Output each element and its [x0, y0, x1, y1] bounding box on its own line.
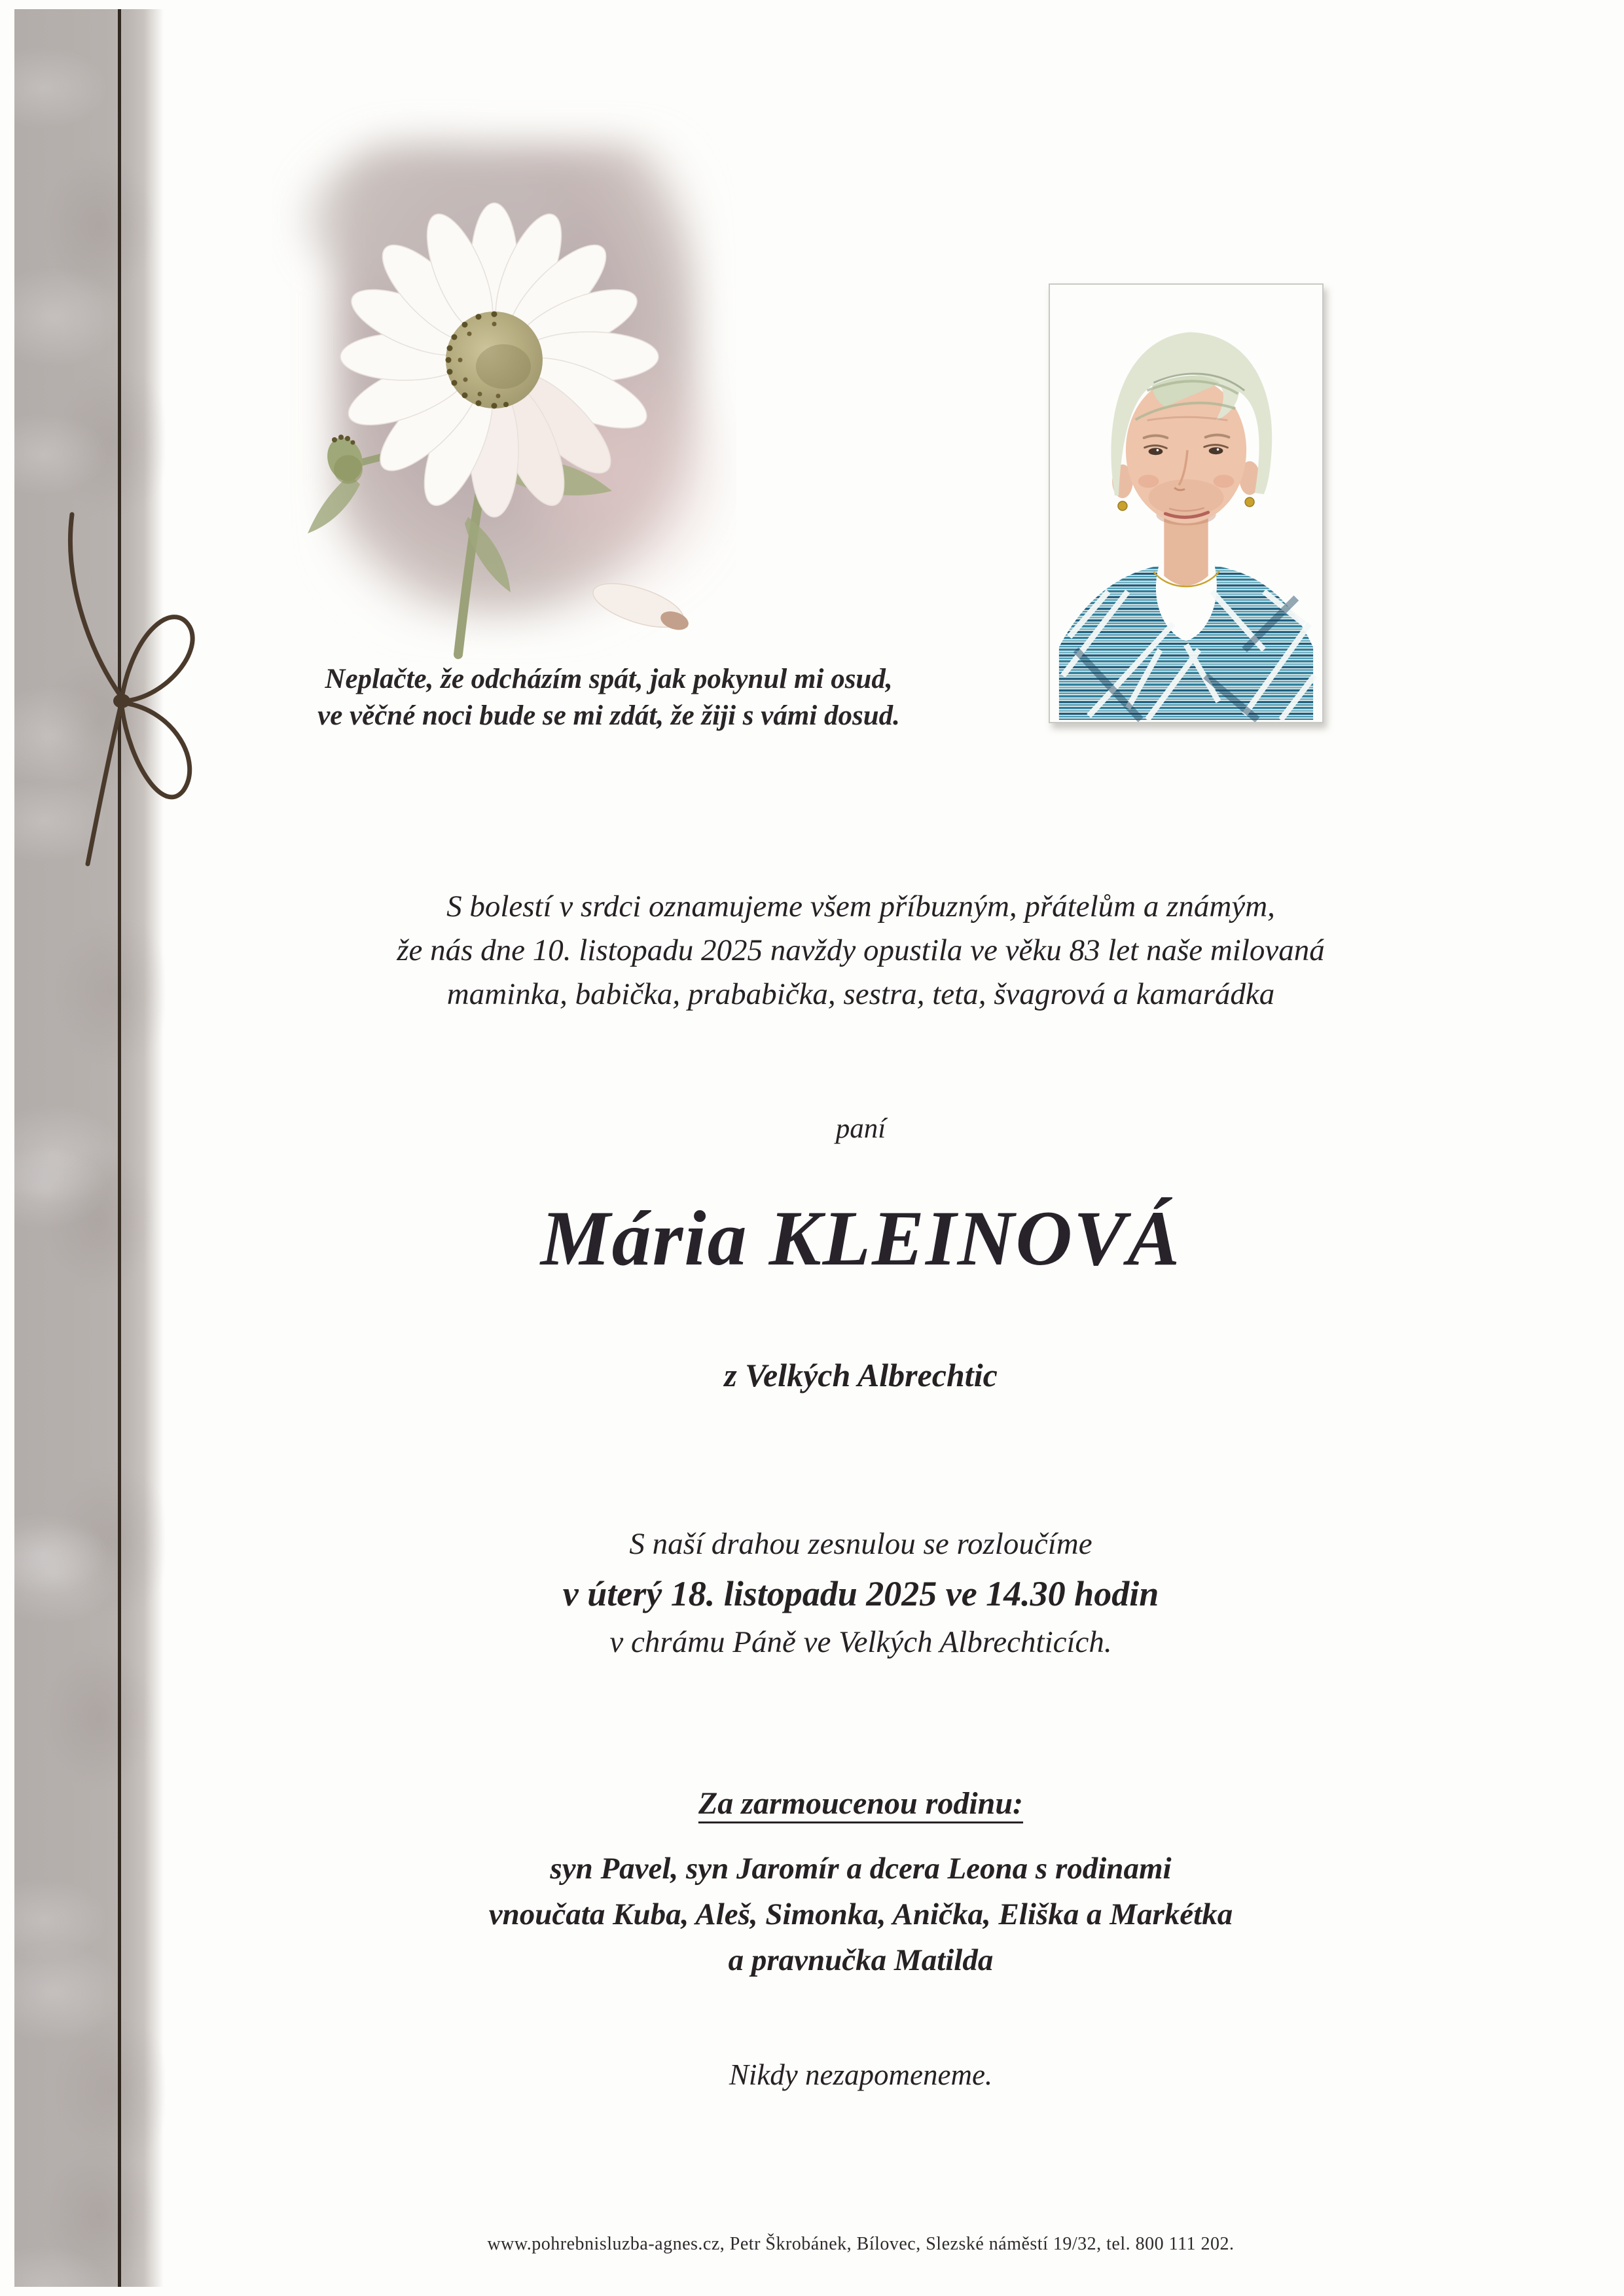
family-list: [98, 1846, 1623, 1983]
ceremony-place: v chrámu Páně ve Velkých Albrechticích.: [609, 1625, 1112, 1659]
family-section-heading: Za zarmoucenou rodinu:: [698, 1786, 1024, 1821]
honorific: paní: [835, 1113, 886, 1144]
family-line: a pravnučka Matilda: [728, 1943, 994, 1977]
announcement: [98, 885, 1623, 1016]
ceremony-details: [98, 1524, 1623, 1662]
ceremony-date-time: v úterý 18. listopadu 2025 ve 14.30 hodin: [562, 1574, 1159, 1613]
family-line: syn Pavel, syn Jaromír a dcera Leona s rodinami: [550, 1852, 1172, 1886]
deceased-origin: z Velkých Albrechtic: [724, 1357, 998, 1393]
footer-contact: www.pohrebnisluzba-agnes.cz, Petr Škrobánek, Bílovec, Slezské náměstí 19/32, tel. 800 111 202.: [487, 2234, 1235, 2254]
daisy-illustration: [272, 98, 736, 674]
announcement-line: S bolestí v srdci oznamujeme všem příbuzným, přátelům a známým,: [446, 889, 1275, 924]
ceremony-line: S naší drahou zesnulou se rozloučíme: [629, 1527, 1092, 1561]
poem: [111, 661, 1106, 734]
poem-line: Neplačte, že odcházím spát, jak pokynul mi osud,: [325, 664, 893, 694]
portrait-photo: [1049, 283, 1324, 723]
family-line: vnoučata Kuba, Aleš, Simonka, Anička, Eliška a Markétka: [488, 1897, 1233, 1931]
announcement-line: maminka, babička, prababička, sestra, teta, švagrová a kamarádka: [446, 977, 1275, 1011]
poem-line: ve věčné noci bude se mi zdát, že žiji s vámi dosud.: [317, 700, 900, 731]
announcement-line: že nás dne 10. listopadu 2025 navždy opustila ve věku 83 let naše milovaná: [397, 933, 1325, 967]
farewell-text: Nikdy nezapomeneme.: [729, 2058, 993, 2091]
portrait-graphic: [1050, 285, 1322, 722]
deceased-name: Mária KLEINOVÁ: [540, 1194, 1182, 1282]
